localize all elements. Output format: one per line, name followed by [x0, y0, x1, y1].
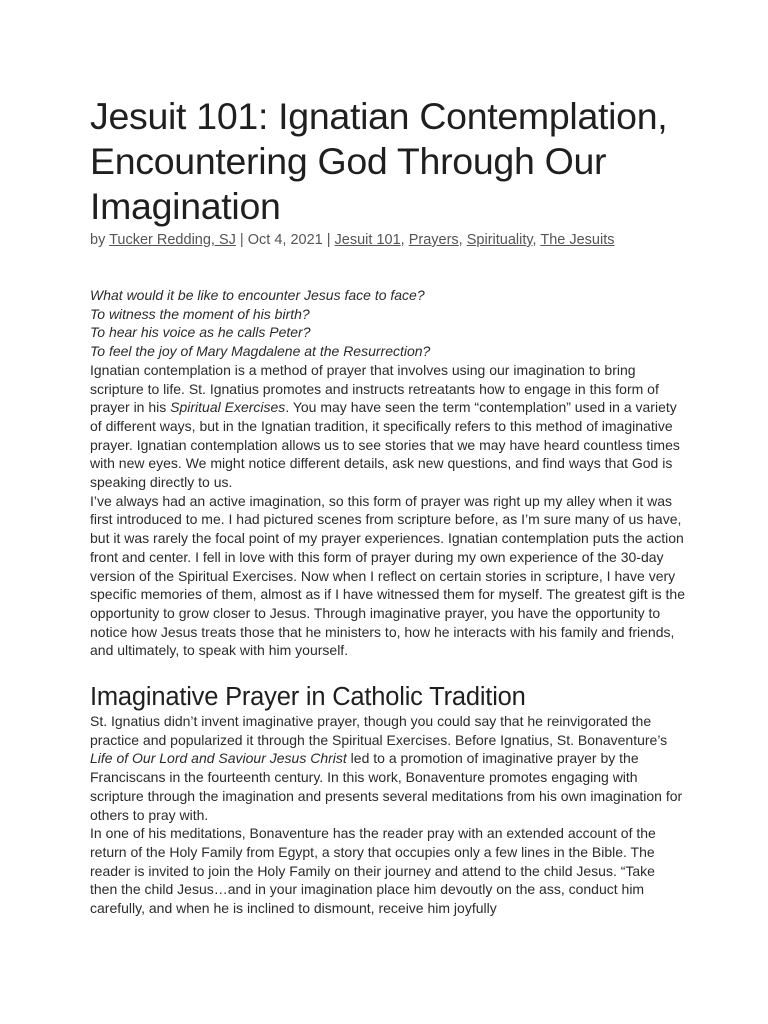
category-link-prayers[interactable]: Prayers	[408, 232, 459, 248]
paragraph-4: In one of his meditations, Bonaventure has the reader pray with an extended account of the return of the Holy Family from Egypt, a story that occupies only a few lines in the Bible. The reader is invited to join the Holy Family on their journey and attend to the child Jesus. “Take then the child Jesus…and in your imagination place him devoutly on the ass, conduct him carefully, and when he is inclined to dismount, receive him joyfully	[90, 825, 656, 917]
paragraph-text: led to a promotion of imaginative prayer by the Franciscans in the fourteenth century. In this work, Bonaventure promotes engaging with scripture through the imagination and presents several meditations from his own imagination for others to pray with.	[90, 750, 683, 823]
meta-separator: |	[322, 232, 335, 248]
intro-question: What would it be like to encounter Jesus face to face?	[90, 287, 425, 303]
section-heading: Imaginative Prayer in Catholic Tradition	[90, 683, 526, 712]
publish-date: Oct 4, 2021	[247, 232, 323, 248]
book-title: Life of Our Lord and Saviour Jesus Christ	[90, 750, 347, 767]
paragraph-2: I’ve always had an active imagination, so this form of prayer was right up my alley when it was first introduced to me. I had pictured scenes from scripture before, as I’m sure many of us have, but it was rarely the focal point of my prayer experiences. Ignatian contemplation puts the action front and center. I fell in love with this form of prayer during my own experience of the 30-day version of the Spiritual Exercises. Now when I reflect on certain stories in scripture, I have very specific memories of them, almost as if I have witnessed them for myself. The greatest gift is the opportunity to grow closer to Jesus. Through imaginative prayer, you have the opportunity to notice how Jesus treats those that he ministers to, how he interacts with his family and friends, and ultimately, to speak with him yourself.	[90, 492, 685, 659]
article	[90, 94, 685, 918]
category-separator: ,	[532, 232, 541, 248]
byline-prefix: by	[90, 232, 110, 248]
paragraph-text: Ignatian contemplation is a method of prayer that involves using our imagination to bring scripture to life. St. Ignatius promotes and instructs retreatants how to engage in this form of prayer in his	[90, 361, 659, 416]
intro-question: To feel the joy of Mary Magdalene at the Resurrection?	[90, 343, 431, 360]
category-link-jesuit-101[interactable]: Jesuit 101	[334, 232, 401, 248]
category-link-the-jesuits[interactable]: The Jesuits	[540, 232, 615, 248]
article-meta	[90, 231, 685, 249]
paragraph-3	[90, 712, 685, 824]
paragraph-text: . You may have seen the term “contemplation” used in a variety of different ways, but in the Ignatian tradition, it specifically refers to this method of imaginative prayer. Ignatian contemplation allows us to see stories that we may have heard countless times with new eyes. We might notice different details, ask new questions, and find ways that God is speaking directly to us.	[90, 399, 680, 491]
category-link-spirituality[interactable]: Spirituality	[466, 232, 533, 248]
category-separator: ,	[400, 232, 409, 248]
intro-question: To witness the moment of his birth?	[90, 305, 310, 322]
article-title: Jesuit 101: Ignatian Contemplation, Encountering God Through Our Imagination	[90, 95, 668, 227]
book-title: Spiritual Exercises	[170, 399, 286, 416]
paragraph-1	[90, 361, 685, 492]
meta-separator: |	[235, 232, 248, 248]
author-link[interactable]: Tucker Redding, SJ	[109, 232, 236, 248]
category-separator: ,	[458, 232, 467, 248]
intro-questions	[90, 286, 685, 361]
paragraph-text: St. Ignatius didn’t invent imaginative prayer, though you could say that he reinvigorated the practice and popularized it through the Spiritual Exercises. Before Ignatius, St. Bonaventure’s	[90, 713, 668, 748]
intro-question: To hear his voice as he calls Peter?	[90, 324, 311, 341]
